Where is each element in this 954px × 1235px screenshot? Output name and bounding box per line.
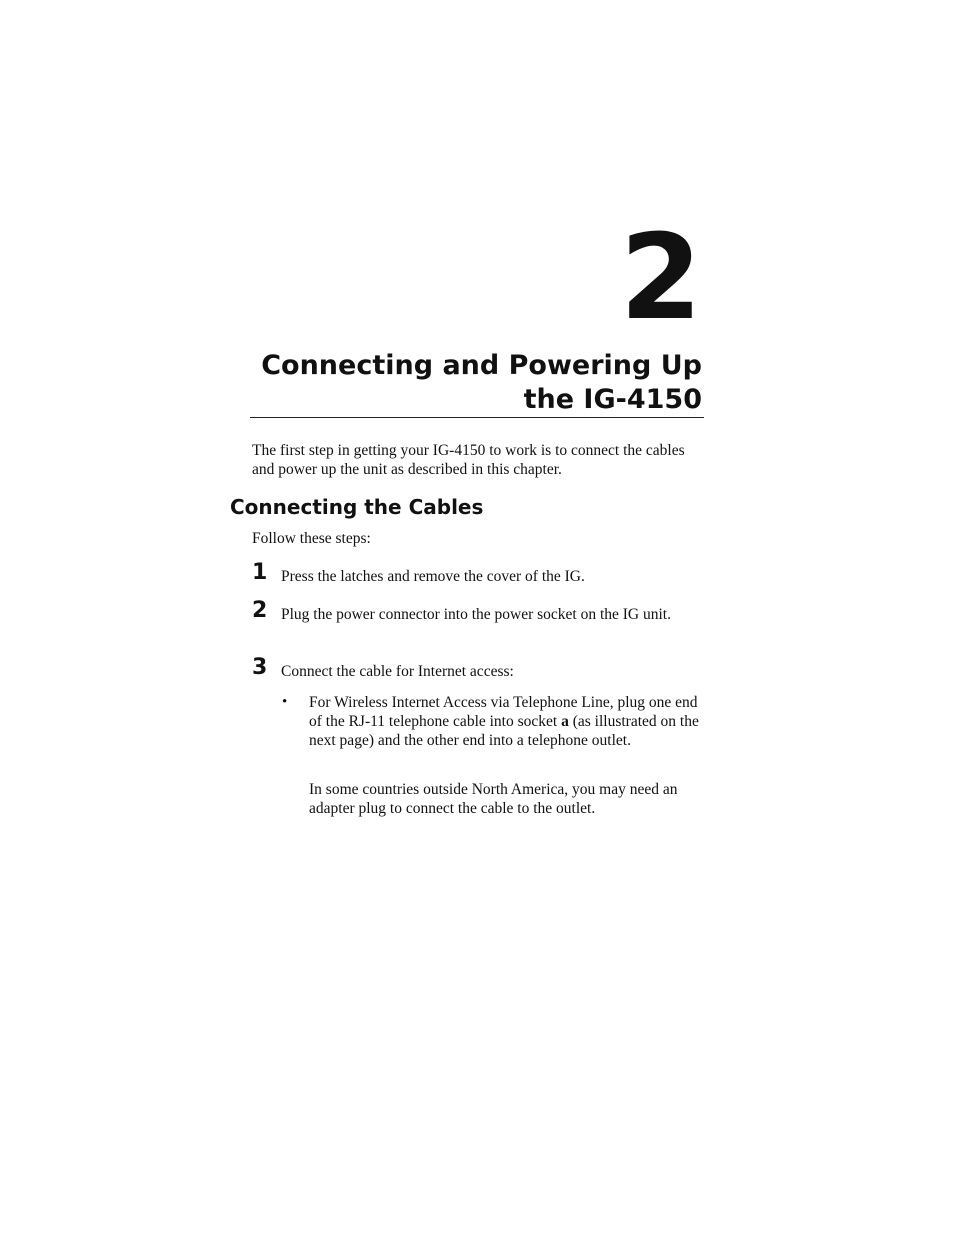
bullet-text-end: (as illustrated on the next page) and the other end into a telephone outlet.: [309, 713, 699, 750]
step-number: 2: [252, 598, 268, 623]
chapter-title-line-2: the IG-4150: [523, 384, 702, 415]
step-text: Connect the cable for Internet access:: [281, 663, 514, 680]
step-number: 1: [252, 560, 268, 585]
title-divider: [250, 417, 704, 418]
step-number: 3: [252, 655, 268, 680]
steps-lead: Follow these steps:: [252, 530, 371, 547]
chapter-number: 2: [619, 208, 698, 346]
step-text: Press the latches and remove the cover of the IG.: [281, 568, 585, 585]
section-heading: Connecting the Cables: [230, 495, 484, 519]
socket-label: a: [561, 713, 569, 731]
bullet-text-start: For Wireless Internet Access via Telephone Line, plug one end of the RJ-11 telephone cable into socket: [309, 694, 698, 731]
bullet-icon: •: [282, 694, 288, 710]
step-text: Plug the power connector into the power socket on the IG unit.: [281, 606, 671, 623]
chapter-title-line-1: Connecting and Powering Up: [261, 350, 702, 381]
chapter-title: [182, 349, 702, 417]
note-paragraph: In some countries outside North America, you may need an adapter plug to connect the cable to the outlet.: [309, 781, 678, 817]
bullet-text: [309, 693, 705, 751]
intro-paragraph: The first step in getting your IG-4150 to work is to connect the cables and power up the unit as described in this chapter.: [252, 442, 685, 478]
